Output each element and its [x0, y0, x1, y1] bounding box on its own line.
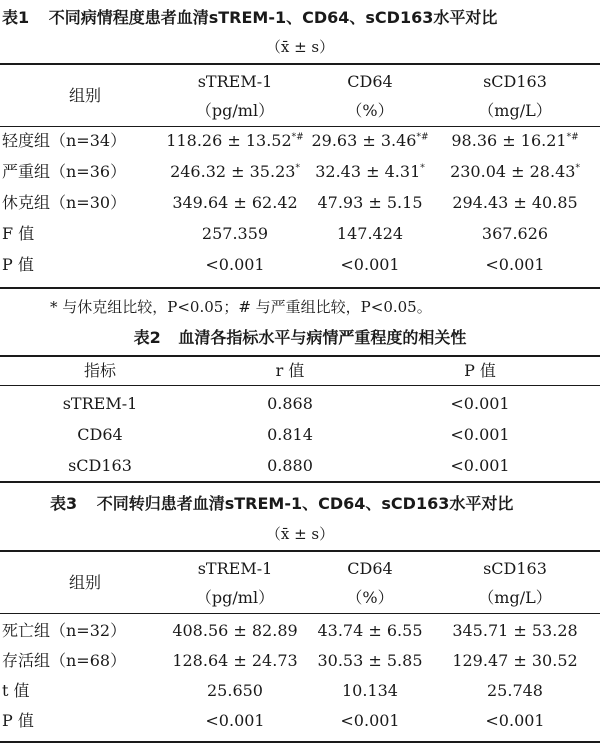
- table2-caption: [0, 328, 600, 348]
- table1-header-col3-unit: （mg/L）: [478, 101, 552, 120]
- table1-top-rule: [0, 63, 600, 65]
- table3-row-col3: [445, 711, 585, 731]
- table1-row-col1-marker: *: [295, 163, 300, 174]
- table3-header-col2-unit: （%）: [346, 588, 394, 607]
- table1-row-col1: [165, 255, 305, 275]
- table3-row-col2: [305, 651, 435, 671]
- table3-caption: [0, 494, 600, 514]
- table2-row-label: [40, 394, 160, 414]
- table2-header-col1: r 值: [275, 361, 305, 380]
- table1-row-label: [2, 255, 167, 275]
- table1-row-col3-marker: *#: [566, 132, 579, 143]
- table1-header-group: 组别: [68, 86, 101, 105]
- table2-row-p: [420, 394, 540, 414]
- table2-number: 表2: [133, 328, 161, 347]
- table1-header-col2: CD64: [347, 72, 393, 91]
- table2-title: 血清各指标水平与病情严重程度的相关性: [178, 328, 467, 347]
- table2-row-label: [40, 425, 160, 445]
- table1-row-col2-marker: *#: [416, 132, 429, 143]
- table3-row-col2-text: 30.53 ± 5.85: [317, 651, 423, 670]
- table1-number: 表1: [2, 8, 30, 27]
- table1-row-col3-text: 230.04 ± 28.43: [450, 162, 576, 181]
- table2-bottom-rule: [0, 481, 600, 483]
- table2-row-r: [230, 425, 350, 445]
- table1-unit: （x̄ ± s）: [265, 38, 335, 56]
- table1-row-label: [2, 224, 167, 244]
- table3-header-col1-unit: （pg/ml）: [195, 588, 275, 607]
- table3-row-col1: [165, 681, 305, 701]
- table3-row-label-text: t 值: [2, 681, 30, 700]
- table2-row-r: [230, 456, 350, 476]
- table1-row-col3: [445, 162, 585, 182]
- table1-header-col1-unit: （pg/ml）: [195, 101, 275, 120]
- table3-row-col2-text: 10.134: [342, 681, 398, 700]
- table3-unit: （x̄ ± s）: [265, 525, 335, 543]
- table2-top-rule: [0, 355, 600, 357]
- table3-row-label: [2, 651, 167, 671]
- table1-caption: [0, 8, 600, 28]
- table2-row-label-text: CD64: [77, 425, 123, 444]
- table1-row-col2-text: 147.424: [336, 224, 404, 243]
- table3-row-col1-text: 408.56 ± 82.89: [172, 621, 298, 640]
- table3-row-label-text: 存活组（n=68）: [2, 651, 127, 670]
- table3-row-label: [2, 711, 167, 731]
- table3-row-col1: [165, 651, 305, 671]
- table1-row-col1: [165, 131, 305, 151]
- table2-row-p: [420, 425, 540, 445]
- table3-bottom-rule: [0, 741, 600, 743]
- table1-row-col1-text: 349.64 ± 62.42: [172, 193, 298, 212]
- table3-row-col3-text: 345.71 ± 53.28: [452, 621, 578, 640]
- table1-row-col2: [305, 162, 435, 182]
- table3-row-col2-text: <0.001: [340, 711, 400, 730]
- table3-row-col3: [445, 651, 585, 671]
- table1-row-col3: [445, 193, 585, 213]
- table1-row-col2-text: 29.63 ± 3.46: [311, 131, 417, 150]
- table3-row-col2: [305, 621, 435, 641]
- table1-row-label-text: 休克组（n=30）: [2, 193, 127, 212]
- table1-row-col2: [305, 193, 435, 213]
- table2-row-r-text: 0.814: [267, 425, 313, 444]
- table2-row-r-text: 0.880: [267, 456, 313, 475]
- table1-row-col3-marker: *: [575, 163, 580, 174]
- table3-row-col2-text: 43.74 ± 6.55: [317, 621, 423, 640]
- table2-header-col0: 指标: [83, 361, 116, 380]
- table3-header-col3-unit: （mg/L）: [478, 588, 552, 607]
- table1-header-col2-unit: （%）: [346, 101, 394, 120]
- table1-title: 不同病情程度患者血清sTREM-1、CD64、sCD163水平对比: [48, 8, 498, 27]
- table2-row-p-text: <0.001: [450, 425, 510, 444]
- table3-row-col1-text: 128.64 ± 24.73: [172, 651, 298, 670]
- table3-row-col2: [305, 681, 435, 701]
- table3-row-col3: [445, 681, 585, 701]
- table2-row-r: [230, 394, 350, 414]
- table1-header-rule: [0, 126, 600, 127]
- table3-row-col1: [165, 621, 305, 641]
- table1-row-col2: [305, 131, 435, 151]
- table2-header-rule: [0, 385, 600, 386]
- table1-row-col3-text: 294.43 ± 40.85: [452, 193, 578, 212]
- table3-row-label-text: P 值: [2, 711, 34, 730]
- table3-number: 表3: [50, 494, 78, 513]
- table3-header-col3: sCD163: [483, 559, 547, 578]
- table3-row-label: [2, 621, 167, 641]
- table3-row-col3-text: <0.001: [485, 711, 545, 730]
- table1-row-label-text: P 值: [2, 255, 34, 274]
- table1-row-col1: [165, 162, 305, 182]
- table1-row-col1: [165, 193, 305, 213]
- table1-row-col1-marker: *#: [291, 132, 304, 143]
- table1-row-col1-text: 257.359: [201, 224, 269, 243]
- table2-row-p-text: <0.001: [450, 456, 510, 475]
- table3-top-rule: [0, 550, 600, 552]
- table1-row-col3-text: 98.36 ± 16.21: [451, 131, 567, 150]
- table3-header-col1: sTREM-1: [197, 559, 273, 578]
- table1-row-col1-text: 118.26 ± 13.52: [166, 131, 292, 150]
- table2-row-p: [420, 456, 540, 476]
- table1-row-col2-marker: *: [420, 163, 425, 174]
- table3-row-col1-text: <0.001: [205, 711, 265, 730]
- table1-row-col3-text: <0.001: [485, 255, 545, 274]
- table3-row-label-text: 死亡组（n=32）: [2, 621, 127, 640]
- table1-row-col2: [305, 255, 435, 275]
- table3-row-col3-text: 129.47 ± 30.52: [452, 651, 578, 670]
- table1-row-col2-text: 32.43 ± 4.31: [315, 162, 421, 181]
- table1-row-col2: [305, 224, 435, 244]
- table2-row-label-text: sTREM-1: [62, 394, 138, 413]
- table1-header-col3: sCD163: [483, 72, 547, 91]
- table1-row-label: [2, 162, 167, 182]
- table1-row-col3: [445, 224, 585, 244]
- table1-row-col3-text: 367.626: [481, 224, 549, 243]
- table1-row-label: [2, 193, 167, 213]
- table3-row-label: [2, 681, 167, 701]
- table1-footnote: * 与休克组比较，P<0.05；# 与严重组比较，P<0.05。: [50, 298, 432, 316]
- table2-row-label: [40, 456, 160, 476]
- table3-header-col2: CD64: [347, 559, 393, 578]
- table3-row-col1-text: 25.650: [207, 681, 263, 700]
- table2-header-col2: P 值: [464, 361, 496, 380]
- table1-row-col3: [445, 131, 585, 151]
- table3-row-col1: [165, 711, 305, 731]
- table3-header-rule: [0, 613, 600, 614]
- table1-row-col1: [165, 224, 305, 244]
- table1-row-label-text: 严重组（n=36）: [2, 162, 127, 181]
- table1-row-col1-text: <0.001: [205, 255, 265, 274]
- table1-header-col1: sTREM-1: [197, 72, 273, 91]
- table2-row-p-text: <0.001: [450, 394, 510, 413]
- table1-row-label: [2, 131, 167, 151]
- table3-row-col3-text: 25.748: [487, 681, 543, 700]
- table2-row-r-text: 0.868: [267, 394, 313, 413]
- table1-bottom-rule: [0, 287, 600, 289]
- table3-row-col3: [445, 621, 585, 641]
- table1-row-col1-text: 246.32 ± 35.23: [170, 162, 296, 181]
- table1-row-col2-text: <0.001: [340, 255, 400, 274]
- table1-row-col2-text: 47.93 ± 5.15: [317, 193, 423, 212]
- table1-row-label-text: 轻度组（n=34）: [2, 131, 127, 150]
- table3-row-col2: [305, 711, 435, 731]
- table3-header-group: 组别: [68, 573, 101, 592]
- table3-title: 不同转归患者血清sTREM-1、CD64、sCD163水平对比: [96, 494, 514, 513]
- table2-row-label-text: sCD163: [68, 456, 132, 475]
- table1-row-col3: [445, 255, 585, 275]
- table1-row-label-text: F 值: [2, 224, 35, 243]
